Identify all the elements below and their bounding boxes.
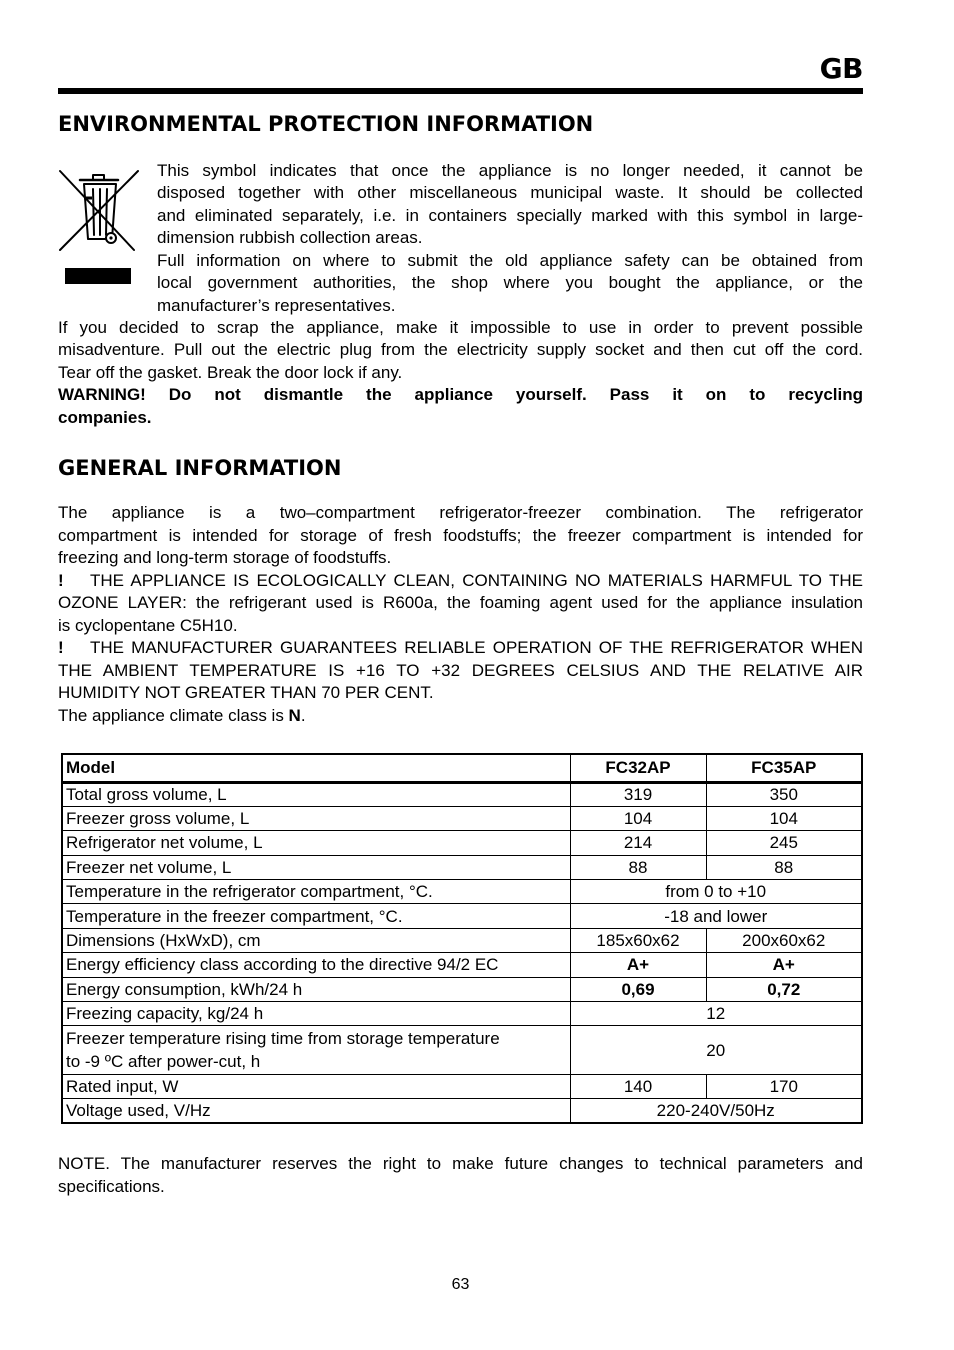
fc32ap-value: 185x60x62 — [570, 928, 706, 952]
fc32ap-value: 214 — [570, 831, 706, 855]
ecology-notice-line: is cyclopentane C5H10. — [58, 615, 238, 635]
fc35ap-value: 200x60x62 — [706, 928, 862, 952]
notice-marker: ! — [58, 638, 64, 657]
fc32ap-value: 319 — [570, 782, 706, 806]
disposal-symbol-text — [157, 160, 863, 317]
table-header-row — [62, 754, 862, 782]
fc32ap-value: A+ — [570, 953, 706, 977]
notice-marker: ! — [58, 570, 64, 590]
text-line: dimension rubbish collection areas. — [157, 228, 423, 248]
text-line: Full information on where to submit the old appliance safety can be obtained from — [157, 250, 863, 270]
guarantee-notice-line: THE AMBIENT TEMPERATURE IS +16 TO +32 DEGREES CELSIUS AND THE RELATIVE AIR — [58, 660, 863, 680]
fc35ap-value: A+ — [706, 953, 862, 977]
row-label: Freezer temperature rising time from storage temperature to -9 ºC after power-cut, h — [62, 1026, 570, 1075]
fc32ap-value: 0,69 — [570, 977, 706, 1001]
fc32ap-value: 88 — [570, 855, 706, 879]
text-line: compartment is intended for storage of fresh foodstuffs; the freezer compartment is intended for — [58, 525, 863, 545]
climate-class-value: N — [288, 705, 301, 725]
row-label: Dimensions (HxWxD), cm — [62, 928, 570, 952]
fc35ap-value: 104 — [706, 806, 862, 830]
fc35ap-header: FC35AP — [706, 754, 862, 782]
warning-line: WARNING! Do not dismantle the appliance yourself. Pass it on to recycling — [58, 385, 863, 405]
header-rule — [58, 88, 863, 94]
fc35ap-value: 350 — [706, 782, 862, 806]
language-tag: GB — [819, 52, 863, 85]
table-row — [62, 855, 862, 879]
warning-line: companies. — [58, 407, 152, 427]
ecology-notice-text: THE APPLIANCE IS ECOLOGICALLY CLEAN, CONTAINING NO MATERIALS HARMFUL TO THE — [90, 570, 863, 590]
table-row — [62, 977, 862, 1001]
table-row — [62, 1002, 862, 1026]
row-label: Temperature in the freezer compartment, °C. — [62, 904, 570, 928]
fc32ap-value: 104 — [570, 806, 706, 830]
guarantee-notice-line: HUMIDITY NOT GREATER THAN 70 PER CENT. — [58, 683, 434, 702]
text-line: misadventure. Pull out the electric plug from the electricity supply socket and then cut off the cord. — [58, 340, 863, 360]
general-heading: GENERAL INFORMATION — [58, 456, 342, 480]
text-line: freezing and long-term storage of foodstuffs. — [58, 548, 392, 567]
table-row — [62, 806, 862, 830]
row-label: Refrigerator net volume, L — [62, 831, 570, 855]
text-line: If you decided to scrap the appliance, make it impossible to use in order to prevent possible — [58, 318, 863, 337]
fc35ap-value: 0,72 — [706, 977, 862, 1001]
ecology-notice-line: OZONE LAYER: the refrigerant used is R600a, the foaming agent used for the appliance insulation — [58, 593, 863, 612]
table-row — [62, 1099, 862, 1123]
shared-value: 20 — [570, 1026, 862, 1075]
shared-value: 12 — [570, 1002, 862, 1026]
environmental-heading: ENVIRONMENTAL PROTECTION INFORMATION — [58, 112, 594, 136]
page-number: 63 — [451, 1276, 470, 1293]
table-row — [62, 928, 862, 952]
manufacturer-note — [58, 1153, 863, 1198]
text-line: The appliance is a two–compartment refrigerator-freezer combination. The refrigerator — [58, 503, 863, 522]
climate-class-line — [58, 705, 863, 728]
table-row — [62, 880, 862, 904]
climate-class-prefix: The appliance climate class is — [58, 705, 289, 725]
text-line: NOTE. The manufacturer reserves the right to make future changes to technical parameters and — [58, 1154, 863, 1173]
shared-value: -18 and lower — [570, 904, 862, 928]
specifications-table — [61, 753, 863, 1124]
shared-value: from 0 to +10 — [570, 880, 862, 904]
text-line: and eliminated separately, i.e. in containers specially marked with this symbol in large- — [157, 205, 863, 225]
text-line: Tear off the gasket. Break the door lock if any. — [58, 362, 403, 382]
fc35ap-value: 170 — [706, 1074, 862, 1098]
fc32ap-value: 140 — [570, 1074, 706, 1098]
row-label: Voltage used, V/Hz — [62, 1099, 570, 1123]
row-label: Total gross volume, L — [62, 782, 570, 806]
scrapping-instructions — [58, 317, 863, 429]
table-row — [62, 1074, 862, 1098]
text-line: manufacturer’s representatives. — [157, 295, 396, 315]
table-row — [62, 953, 862, 977]
fc32ap-header: FC32AP — [570, 754, 706, 782]
guarantee-notice-line — [58, 637, 863, 660]
row-label: Freezing capacity, kg/24 h — [62, 1002, 570, 1026]
row-label: Freezer net volume, L — [62, 855, 570, 879]
model-header: Model — [62, 754, 570, 782]
row-label: Rated input, W — [62, 1074, 570, 1098]
text-line: disposed together with other miscellaneous municipal waste. It should be collected — [157, 183, 863, 203]
text-line: local government authorities, the shop where you bought the appliance, or the — [157, 273, 863, 293]
fc35ap-value: 245 — [706, 831, 862, 855]
row-label: Energy consumption, kWh/24 h — [62, 977, 570, 1001]
guarantee-notice-text: THE MANUFACTURER GUARANTEES RELIABLE OPERATION OF THE REFRIGERATOR WHEN — [90, 638, 863, 657]
general-information-text — [58, 502, 863, 727]
climate-class-suffix: . — [300, 705, 306, 725]
crossed-out-wheelie-bin-icon — [55, 165, 145, 290]
row-label: Temperature in the refrigerator compartment, °C. — [62, 880, 570, 904]
row-label: Freezer gross volume, L — [62, 806, 570, 830]
fc35ap-value: 88 — [706, 855, 862, 879]
text-line: specifications. — [58, 1176, 165, 1196]
table-row — [62, 782, 862, 806]
shared-value: 220-240V/50Hz — [570, 1099, 862, 1123]
table-row — [62, 904, 862, 928]
row-label: Energy efficiency class according to the directive 94/2 EC — [62, 953, 570, 977]
table-row — [62, 1026, 862, 1075]
ecology-notice-line — [58, 570, 863, 593]
table-row — [62, 831, 862, 855]
text-line: This symbol indicates that once the appliance is no longer needed, it cannot be — [157, 161, 863, 180]
weee-marking-bar — [65, 268, 131, 284]
